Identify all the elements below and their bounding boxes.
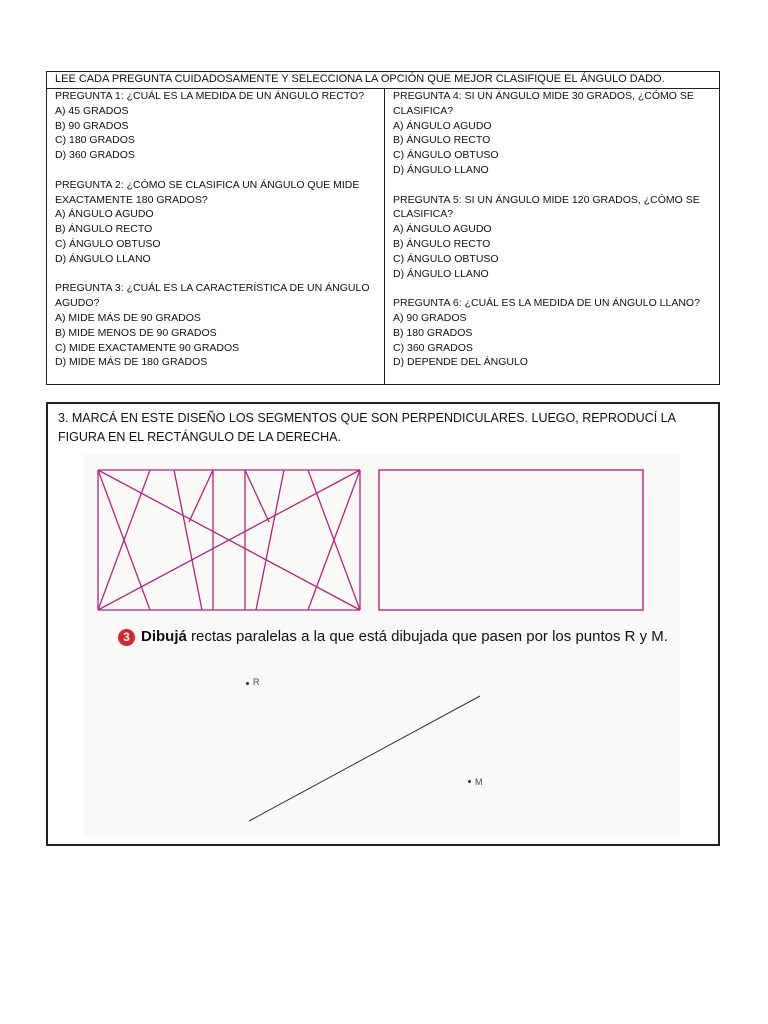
exercise-instruction: 3. MARCÁ EN ESTE DISEÑO LOS SEGMENTOS QUE SON PERPENDICULARES. LUEGO, REPRODUCÍ LA FIGURA EN EL RECTÁNGULO DE LA DERECHA. (58, 411, 676, 444)
quiz-header: LEE CADA PREGUNTA CUIDADOSAMENTE Y SELECCIONA LA OPCIÓN QUE MEJOR CLASIFIQUE EL ÁNGULO DADO. (47, 72, 719, 89)
answer-option: C) ÁNGULO OBTUSO (393, 252, 499, 265)
question-text: PREGUNTA 5: SI UN ÁNGULO MIDE 120 GRADOS, ¿CÓMO SE CLASIFICA? (393, 193, 700, 221)
answer-option: A) 90 GRADOS (393, 311, 467, 324)
answer-option: C) ÁNGULO OBTUSO (393, 149, 499, 162)
question-text: PREGUNTA 6: ¿CUÁL ES LA MEDIDA DE UN ÁNGULO LLANO? (393, 297, 700, 310)
question-block (55, 178, 378, 267)
point-r-label: R (253, 677, 260, 687)
answer-option: D) 360 GRADOS (55, 149, 135, 162)
task-number-badge: 3 (118, 629, 135, 646)
pattern-segment (189, 470, 213, 522)
answer-option: D) ÁNGULO LLANO (393, 267, 489, 280)
answer-option: C) MIDE EXACTAMENTE 90 GRADOS (55, 341, 240, 354)
point-m-dot (468, 780, 471, 783)
answer-option: D) DEPENDE DEL ÁNGULO (393, 356, 528, 369)
answer-option: B) 90 GRADOS (55, 119, 129, 132)
question-text: PREGUNTA 3: ¿CUÁL ES LA CARACTERÍSTICA DE UN ÁNGULO AGUDO? (55, 282, 370, 310)
answer-option: B) ÁNGULO RECTO (393, 237, 491, 250)
perpendicular-pattern (98, 470, 360, 610)
question-block (393, 296, 713, 370)
task-rest: rectas paralelas a la que está dibujada que pasen por los puntos R y M. (186, 628, 668, 645)
pattern-segment (245, 470, 269, 522)
given-line (249, 696, 480, 821)
question-block (393, 89, 713, 178)
empty-rectangle (379, 470, 643, 610)
answer-option: C) 180 GRADOS (55, 134, 135, 147)
answer-option: B) 180 GRADOS (393, 326, 473, 339)
task-verb: Dibujá (141, 628, 187, 645)
question-block (55, 281, 378, 370)
answer-option: C) ÁNGULO OBTUSO (55, 237, 161, 250)
answer-option: D) ÁNGULO LLANO (55, 252, 151, 265)
quiz-column-left (47, 88, 385, 384)
exercise-box (46, 402, 720, 846)
pattern-segment (174, 470, 202, 610)
answer-option: C) 360 GRADOS (393, 341, 473, 354)
answer-option: A) ÁNGULO AGUDO (55, 208, 154, 221)
quiz-table (46, 71, 720, 385)
question-text: PREGUNTA 2: ¿CÓMO SE CLASIFICA UN ÁNGULO QUE MIDE EXACTAMENTE 180 GRADOS? (55, 178, 360, 206)
answer-option: A) 45 GRADOS (55, 104, 129, 117)
answer-option: D) MIDE MÁS DE 180 GRADOS (55, 356, 208, 369)
task-text (118, 628, 668, 646)
answer-option: B) MIDE MENOS DE 90 GRADOS (55, 326, 217, 339)
quiz-column-right (385, 88, 719, 384)
question-text: PREGUNTA 1: ¿CUÁL ES LA MEDIDA DE UN ÁNGULO RECTO? (55, 90, 365, 102)
question-block (55, 89, 378, 163)
answer-option: D) ÁNGULO LLANO (393, 163, 489, 176)
answer-option: B) ÁNGULO RECTO (393, 134, 491, 147)
answer-option: A) ÁNGULO AGUDO (393, 223, 492, 236)
pattern-segment (256, 470, 284, 610)
answer-option: A) ÁNGULO AGUDO (393, 119, 492, 132)
answer-option: B) ÁNGULO RECTO (55, 223, 153, 236)
point-r-dot (246, 682, 249, 685)
point-m-label: M (475, 777, 483, 787)
question-text: PREGUNTA 4: SI UN ÁNGULO MIDE 30 GRADOS, ¿CÓMO SE CLASIFICA? (393, 90, 694, 117)
question-block (393, 193, 713, 282)
figure-drawing (48, 404, 720, 846)
answer-option: A) MIDE MÁS DE 90 GRADOS (55, 311, 201, 324)
